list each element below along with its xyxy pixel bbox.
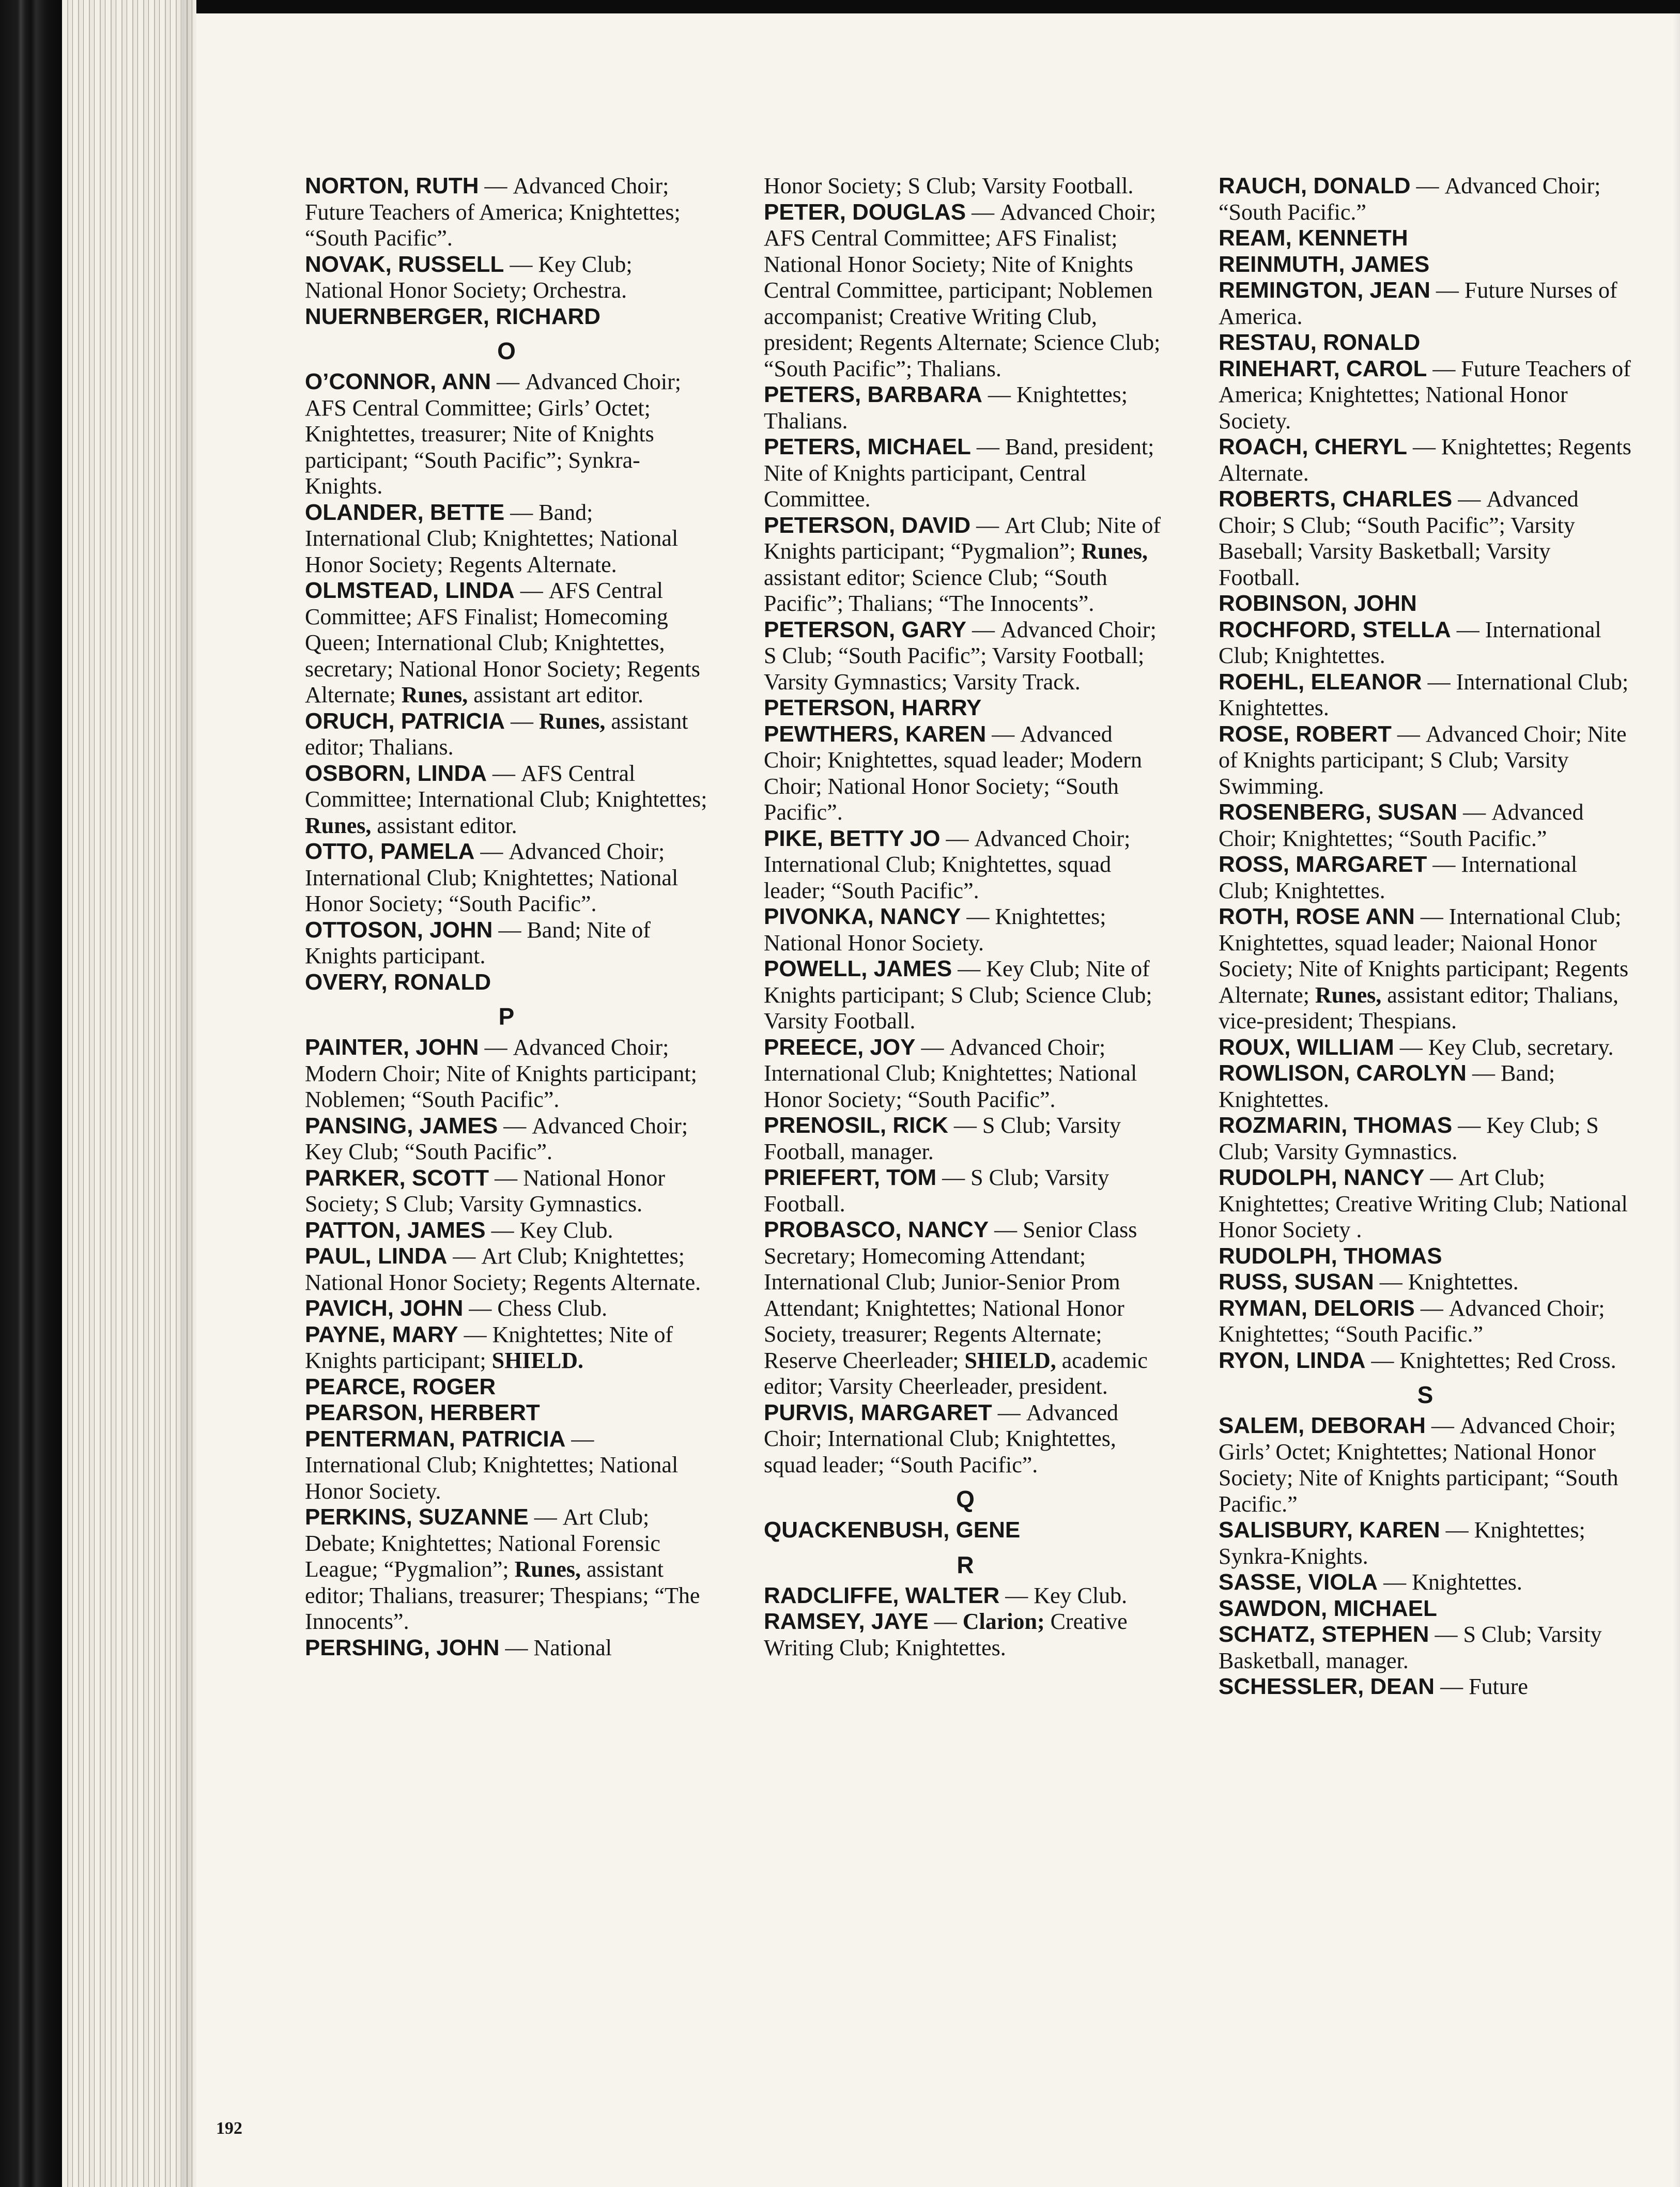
index-entry xyxy=(305,969,708,996)
index-entry xyxy=(305,500,708,578)
student-name: RUSS, SUSAN xyxy=(1219,1269,1374,1295)
student-name: PATTON, JAMES xyxy=(305,1217,486,1243)
entry-dash: — xyxy=(497,369,520,394)
student-name: RYON, LINDA xyxy=(1219,1347,1366,1373)
activities-text: Knightettes. xyxy=(1412,1569,1522,1595)
activities-text: Advanced Choir; Modern Choir; Nite of Knights participant; Noblemen; “South Pacific”. xyxy=(305,1035,697,1112)
entry-dash: — xyxy=(1430,1165,1453,1190)
activities-text: Knightettes; National Honor Society. xyxy=(764,904,1106,956)
student-name: PERSHING, JOHN xyxy=(305,1635,500,1660)
index-entry xyxy=(305,1035,708,1113)
activities-text: Band, president; Nite of Knights participant, Central Committee. xyxy=(764,434,1154,512)
activities-text: Advanced Choir; Nite of Knights participant; S Club; Varsity Swimming. xyxy=(1219,721,1627,799)
page-right-edge xyxy=(1673,13,1680,2187)
entry-dash: — xyxy=(520,578,543,603)
activities-text: AFS Central Committee; International Club; Knightettes; xyxy=(305,760,707,812)
entry-dash: — xyxy=(1379,1269,1402,1295)
student-name: PEARCE, ROGER xyxy=(305,1374,496,1399)
activities-text: National xyxy=(533,1635,612,1660)
student-name: PERKINS, SUZANNE xyxy=(305,1504,529,1530)
activities-text: Chess Club. xyxy=(497,1296,608,1321)
activities-text: Knightettes; Red Cross. xyxy=(1399,1347,1616,1373)
index-entry xyxy=(1219,434,1632,486)
entry-dash: — xyxy=(464,1321,487,1347)
index-entry xyxy=(764,956,1167,1035)
activities-text: Band; International Club; Knightettes; National Honor Society; Regents Alternate. xyxy=(305,499,679,577)
index-entry xyxy=(764,1400,1167,1478)
activities-text: Creative Writing Club; Knightettes. xyxy=(764,1609,1128,1660)
activities-text: Future Teachers of America; Knightettes; National Honor Society. xyxy=(1219,356,1631,434)
student-name: PETERSON, GARY xyxy=(764,617,966,642)
activities-text: Future Nurses of America. xyxy=(1219,278,1617,329)
entry-dash: — xyxy=(1371,1347,1394,1373)
index-entry xyxy=(305,1296,708,1322)
student-name: PEARSON, HERBERT xyxy=(305,1400,540,1425)
index-entry xyxy=(1219,330,1632,356)
activities-text: Knightettes; Nite of Knights participant; xyxy=(305,1321,673,1373)
student-name: ROEHL, ELEANOR xyxy=(1219,669,1422,695)
index-entry xyxy=(305,173,708,252)
entry-dash: — xyxy=(997,1399,1021,1425)
student-name: OSBORN, LINDA xyxy=(305,760,487,786)
section-letter: O xyxy=(497,337,516,364)
activities-text: assistant editor. xyxy=(371,812,517,838)
index-entry xyxy=(1219,852,1632,904)
column-middle xyxy=(764,173,1167,1661)
activities-text: Key Club. xyxy=(519,1217,613,1243)
index-entry xyxy=(305,1218,708,1244)
student-name: PETER, DOUGLAS xyxy=(764,199,966,225)
entry-dash: — xyxy=(1456,617,1479,642)
entry-dash: — xyxy=(1413,434,1436,459)
entry-dash: — xyxy=(510,499,533,525)
activities-text: Knightettes; Thalians. xyxy=(764,382,1128,434)
student-name: QUACKENBUSH, GENE xyxy=(764,1517,1021,1543)
entry-dash: — xyxy=(994,1217,1018,1242)
activities-text: Advanced Choir; International Club; Knightettes, squad leader; “South Pacific”. xyxy=(764,825,1131,903)
student-name: OLANDER, BETTE xyxy=(305,499,505,525)
section-letter: R xyxy=(957,1551,974,1578)
index-entry xyxy=(305,1113,708,1165)
entry-dash: — xyxy=(1427,669,1451,695)
activities-text: Advanced Choir; AFS Central Committee; Girls’ Octet; Knightettes, treasurer; Nite of Knights participant; “South Pacific”; Synkra-Knights. xyxy=(305,369,681,499)
entry-dash: — xyxy=(484,173,507,198)
index-entry xyxy=(1219,617,1632,669)
index-entry xyxy=(305,304,708,330)
entry-dash: — xyxy=(946,825,969,851)
index-entry xyxy=(305,1243,708,1296)
student-name: PAVICH, JOHN xyxy=(305,1296,464,1321)
activities-text: Advanced Choir; International Club; Knightettes, squad leader; “South Pacific”. xyxy=(764,1399,1119,1477)
index-entry xyxy=(1219,904,1632,1035)
entry-dash: — xyxy=(934,1609,957,1634)
student-name: PAUL, LINDA xyxy=(305,1243,448,1269)
student-name: PIVONKA, NANCY xyxy=(764,904,961,929)
entry-dash: — xyxy=(972,617,995,642)
entry-dash: — xyxy=(1397,721,1420,747)
student-name: ROBERTS, CHARLES xyxy=(1219,486,1453,512)
student-name: ROSS, MARGARET xyxy=(1219,852,1427,877)
entry-dash: — xyxy=(1458,1113,1481,1138)
student-name: PETERS, BARBARA xyxy=(764,382,982,407)
activities-text: assistant editor; Thalians. xyxy=(305,708,688,760)
activities-text: Honor Society; S Club; Varsity Football. xyxy=(764,173,1134,198)
activities-text: Advanced Choir; AFS Central Committee; AFS Finalist; National Honor Society; Nite of Knights Central Committee, participant; Noblemen accompanist; Creative Writing Club, president; Regents Alternate; Science Club; “South Pacific”; Thalians. xyxy=(764,199,1161,381)
activities-text: Knightettes; Regents Alternate. xyxy=(1219,434,1631,486)
index-entry xyxy=(305,1504,708,1635)
student-name: REINMUTH, JAMES xyxy=(1219,251,1430,277)
student-name: OVERY, RONALD xyxy=(305,969,491,995)
index-entry xyxy=(305,1426,708,1505)
entry-dash: — xyxy=(966,904,990,929)
activities-text: International Club; Knightettes, squad leader; Naional Honor Society; Nite of Knights participant; Regents Alternate; xyxy=(1219,904,1629,1008)
entry-dash: — xyxy=(453,1243,476,1269)
entry-dash: — xyxy=(1005,1582,1028,1608)
activities-text: Advanced Choir; Key Club; “South Pacific”. xyxy=(305,1113,688,1164)
index-entry xyxy=(1219,1413,1632,1517)
student-name: ROACH, CHERYL xyxy=(1219,434,1408,459)
student-name: PEWTHERS, KAREN xyxy=(764,721,987,747)
entry-dash: — xyxy=(480,839,503,864)
activities-text: Key Club. xyxy=(1034,1582,1128,1608)
index-entry xyxy=(1219,1569,1632,1596)
activities-text: Advanced Choir; International Club; Knightettes; National Honor Society; “South Pacific”. xyxy=(764,1034,1137,1112)
student-name: O’CONNOR, ANN xyxy=(305,369,491,394)
student-name: RAMSEY, JAYE xyxy=(764,1609,929,1634)
student-name: ROZMARIN, THOMAS xyxy=(1219,1113,1453,1138)
index-entry xyxy=(305,1635,708,1661)
entry-dash: — xyxy=(571,1426,594,1452)
index-entry xyxy=(764,826,1167,904)
entry-dash: — xyxy=(1463,799,1486,825)
entry-dash: — xyxy=(1435,1622,1458,1647)
student-name: REMINGTON, JEAN xyxy=(1219,278,1430,303)
student-name: NORTON, RUTH xyxy=(305,173,479,198)
entry-dash: — xyxy=(992,721,1015,747)
index-entry xyxy=(764,617,1167,696)
entry-dash: — xyxy=(495,1165,518,1191)
student-name: PRENOSIL, RICK xyxy=(764,1113,948,1138)
entry-dash: — xyxy=(1472,1060,1495,1086)
entry-dash: — xyxy=(1416,173,1439,198)
student-name: ROUX, WILLIAM xyxy=(1219,1034,1394,1060)
top-edge-rule xyxy=(0,0,1680,13)
entry-dash: — xyxy=(958,956,981,981)
student-name: SCHESSLER, DEAN xyxy=(1219,1674,1435,1699)
activities-text: Senior Class Secretary; Homecoming Attendant; International Club; Junior-Senior Prom Attendant; Knightettes; National Honor Society, treasurer; Regents Alternate; Reserve Cheerleader; xyxy=(764,1217,1137,1373)
entry-dash: — xyxy=(976,434,999,459)
entry-dash: — xyxy=(503,1113,527,1138)
index-entry xyxy=(764,199,1167,382)
index-entry xyxy=(1219,1517,1632,1569)
entry-dash: — xyxy=(1431,1413,1454,1438)
entry-dash: — xyxy=(1445,1517,1469,1543)
student-name: PURVIS, MARGARET xyxy=(764,1399,992,1425)
index-entry xyxy=(1219,1674,1632,1700)
entry-dash: — xyxy=(1420,904,1443,929)
index-entry xyxy=(305,578,708,709)
activities-text: Advanced Choir; Future Teachers of America; Knightettes; “South Pacific”. xyxy=(305,173,681,251)
activities-text: Band; Knightettes. xyxy=(1219,1060,1555,1112)
activities-text: Future xyxy=(1469,1674,1528,1699)
index-entry xyxy=(305,1322,708,1374)
index-entry xyxy=(1219,591,1632,617)
index-entry xyxy=(764,1035,1167,1113)
publication-name: Runes, xyxy=(514,1557,581,1582)
book-spine xyxy=(0,0,62,2187)
index-entry xyxy=(1219,1060,1632,1113)
column-left xyxy=(305,173,708,1661)
activities-text: assistant editor; Thalians, treasurer; Thespians; “The Innocents”. xyxy=(305,1557,700,1634)
student-name: NOVAK, RUSSELL xyxy=(305,251,504,277)
activities-text: Key Club; Nite of Knights participant; S Club; Science Club; Varsity Football. xyxy=(764,956,1152,1034)
student-name: PARKER, SCOTT xyxy=(305,1165,489,1191)
student-name: ORUCH, PATRICIA xyxy=(305,708,505,734)
activities-text: S Club; Varsity Football, manager. xyxy=(764,1113,1121,1164)
index-entry xyxy=(1219,1035,1632,1061)
entry-dash: — xyxy=(1383,1569,1407,1595)
entry-dash: — xyxy=(491,1217,514,1243)
activities-text: Knightettes. xyxy=(1408,1269,1519,1295)
student-name: SCHATZ, STEPHEN xyxy=(1219,1622,1429,1647)
activities-text: Key Club; National Honor Society; Orchestra. xyxy=(305,251,633,303)
index-entry xyxy=(1219,278,1632,330)
entry-dash: — xyxy=(1399,1034,1423,1060)
activities-text: S Club; Varsity Basketball, manager. xyxy=(1219,1622,1602,1673)
student-name: RESTAU, RONALD xyxy=(1219,330,1421,355)
publication-name: Runes, xyxy=(539,708,606,734)
activities-text: Knightettes; Synkra-Knights. xyxy=(1219,1517,1585,1569)
entry-dash: — xyxy=(976,512,999,538)
entry-dash: — xyxy=(510,251,533,277)
index-entry xyxy=(764,513,1167,617)
activities-text: AFS Central Committee; AFS Finalist; Homecoming Queen; International Club; Knightettes, secretary; National Honor Society; Regents Alternate; xyxy=(305,578,700,707)
index-entry xyxy=(764,382,1167,434)
entry-dash: — xyxy=(1440,1674,1463,1699)
index-entry xyxy=(764,1113,1167,1165)
index-entry xyxy=(1219,1243,1632,1270)
activities-text: International Club; Knightettes. xyxy=(1219,617,1601,668)
student-name: RINEHART, CAROL xyxy=(1219,356,1427,381)
student-name: ROSE, ROBERT xyxy=(1219,721,1392,747)
activities-text: International Club; Knightettes. xyxy=(1219,669,1629,720)
index-entry xyxy=(764,1165,1167,1217)
student-name: ROTH, ROSE ANN xyxy=(1219,904,1415,929)
publication-name: Runes, xyxy=(401,682,468,707)
student-name: PAYNE, MARY xyxy=(305,1321,458,1347)
activities-text: Art Club; Nite of Knights participant; “Pygmalion”; xyxy=(764,512,1161,564)
student-name: SALISBURY, KAREN xyxy=(1219,1517,1440,1543)
activities-text: Advanced Choir; International Club; Knightettes; National Honor Society; “South Pacific”. xyxy=(305,839,679,916)
column-right xyxy=(1219,173,1632,1700)
entry-dash: — xyxy=(942,1165,965,1190)
student-name: RADCLIFFE, WALTER xyxy=(764,1582,1000,1608)
index-entry xyxy=(1219,1113,1632,1165)
index-entry xyxy=(764,721,1167,826)
student-name: REAM, KENNETH xyxy=(1219,225,1408,251)
activities-text: International Club; Knightettes. xyxy=(1219,852,1578,903)
index-entry xyxy=(764,1583,1167,1609)
activities-text: Advanced Choir; “South Pacific.” xyxy=(1219,173,1601,225)
index-entry xyxy=(764,695,1167,721)
activities-text: Advanced Choir; Girls’ Octet; Knightettes; National Honor Society; Nite of Knights participant; “South Pacific.” xyxy=(1219,1413,1619,1517)
activities-text: assistant editor; Thalians, vice-president; Thespians. xyxy=(1219,982,1619,1034)
index-entry xyxy=(305,252,708,304)
activities-text: Key Club; S Club; Varsity Gymnastics. xyxy=(1219,1113,1599,1164)
activities-text: Advanced Choir; S Club; “South Pacific”; Varsity Baseball; Varsity Basketball; Varsity Football. xyxy=(1219,486,1579,590)
index-entry xyxy=(305,369,708,500)
entry-dash: — xyxy=(1432,356,1456,381)
index-entry xyxy=(1219,486,1632,591)
activities-text: Advanced Choir; S Club; “South Pacific”; Varsity Football; Varsity Gymnastics; Varsity Track. xyxy=(764,617,1157,695)
index-entry xyxy=(1219,799,1632,852)
index-entry xyxy=(1219,669,1632,721)
activities-text: S Club; Varsity Football. xyxy=(764,1165,1109,1216)
entry-dash: — xyxy=(953,1113,977,1138)
student-name: PETERSON, DAVID xyxy=(764,512,971,538)
entry-dash: — xyxy=(1432,852,1456,877)
index-entry xyxy=(1219,1269,1632,1296)
activities-text: assistant art editor. xyxy=(468,682,644,707)
index-entry xyxy=(764,904,1167,956)
activities-text: International Club; Knightettes; National Honor Society. xyxy=(305,1452,679,1504)
entry-continuation xyxy=(764,173,1167,199)
index-entry xyxy=(1219,1596,1632,1622)
activities-text: Advanced Choir; Knightettes, squad leader; Modern Choir; National Honor Society; “South Pacific”. xyxy=(764,721,1142,825)
entry-dash: — xyxy=(469,1296,492,1321)
index-entry xyxy=(305,917,708,969)
student-name: ROBINSON, JOHN xyxy=(1219,591,1417,616)
student-name: SASSE, VIOLA xyxy=(1219,1569,1378,1595)
index-entry xyxy=(1219,225,1632,252)
index-entry xyxy=(305,1165,708,1218)
publication-name: SHIELD, xyxy=(964,1347,1056,1373)
section-letter: P xyxy=(498,1003,515,1030)
section-letter: Q xyxy=(956,1486,975,1513)
index-entry xyxy=(305,709,708,761)
student-name: RAUCH, DONALD xyxy=(1219,173,1411,198)
index-entry xyxy=(1219,173,1632,225)
student-name: PAINTER, JOHN xyxy=(305,1035,479,1060)
activities-text: Art Club; Knightettes; National Honor Society; Regents Alternate. xyxy=(305,1243,701,1295)
section-letter: S xyxy=(1417,1381,1434,1408)
student-name: PANSING, JAMES xyxy=(305,1113,498,1138)
page-number: 192 xyxy=(216,2119,242,2138)
index-entry xyxy=(1219,252,1632,278)
index-entry xyxy=(764,1217,1167,1400)
student-name: ROWLISON, CAROLYN xyxy=(1219,1060,1467,1086)
entry-dash: — xyxy=(498,917,521,943)
student-name: SAWDON, MICHAEL xyxy=(1219,1595,1437,1621)
student-name: PROBASCO, NANCY xyxy=(764,1217,989,1242)
publication-name: Runes, xyxy=(305,812,372,838)
student-name: RYMAN, DELORIS xyxy=(1219,1295,1415,1321)
student-name: RUDOLPH, NANCY xyxy=(1219,1165,1425,1190)
index-entry xyxy=(1219,1296,1632,1348)
student-name: RUDOLPH, THOMAS xyxy=(1219,1243,1442,1269)
student-name: ROSENBERG, SUSAN xyxy=(1219,799,1458,825)
student-name: SALEM, DEBORAH xyxy=(1219,1413,1426,1438)
student-name: OTTO, PAMELA xyxy=(305,839,475,864)
student-name: PETERSON, HARRY xyxy=(764,695,982,720)
student-name: PETERS, MICHAEL xyxy=(764,434,971,459)
index-entry xyxy=(1219,1348,1632,1374)
index-entry xyxy=(1219,1622,1632,1674)
index-entry xyxy=(305,839,708,917)
entry-dash: — xyxy=(988,382,1011,407)
publication-name: Runes, xyxy=(1315,982,1382,1008)
index-entry xyxy=(764,1517,1167,1544)
entry-dash: — xyxy=(511,708,534,734)
publication-name: Clarion; xyxy=(962,1609,1045,1634)
index-entry xyxy=(305,1374,708,1400)
student-name: POWELL, JAMES xyxy=(764,956,952,981)
activities-text: National Honor Society; S Club; Varsity Gymnastics. xyxy=(305,1165,666,1216)
index-entry xyxy=(305,1400,708,1426)
activities-text: Advanced Choir; Knightettes; “South Pacific.” xyxy=(1219,1295,1605,1347)
student-name: PIKE, BETTY JO xyxy=(764,825,941,851)
entry-dash: — xyxy=(921,1034,944,1060)
index-entry xyxy=(1219,356,1632,435)
index-entry xyxy=(764,434,1167,513)
entry-dash: — xyxy=(1458,486,1481,512)
entry-dash: — xyxy=(1436,278,1459,303)
activities-text: assistant editor; Science Club; “South Pacific”; Thalians; “The Innocents”. xyxy=(764,564,1107,616)
activities-text: Key Club, secretary. xyxy=(1428,1034,1614,1060)
activities-text: Band; Nite of Knights participant. xyxy=(305,917,651,968)
index-entry xyxy=(1219,1165,1632,1243)
activities-text: Advanced Choir; Knightettes; “South Pacific.” xyxy=(1219,799,1584,851)
activities-text: academic editor; Varsity Cheerleader, president. xyxy=(764,1347,1148,1399)
student-name: PENTERMAN, PATRICIA xyxy=(305,1426,566,1452)
entry-dash: — xyxy=(484,1035,507,1060)
student-name: PRIEFERT, TOM xyxy=(764,1165,937,1190)
entry-dash: — xyxy=(534,1504,557,1530)
publication-name: SHIELD. xyxy=(491,1348,584,1373)
entry-dash: — xyxy=(505,1635,528,1660)
student-name: PREECE, JOY xyxy=(764,1034,916,1060)
entry-dash: — xyxy=(972,199,995,225)
publication-name: Runes, xyxy=(1081,538,1148,564)
student-name: ROCHFORD, STELLA xyxy=(1219,617,1451,642)
student-name: OTTOSON, JOHN xyxy=(305,917,493,943)
index-entry xyxy=(305,761,708,839)
entry-dash: — xyxy=(1420,1295,1443,1321)
index-entry xyxy=(764,1609,1167,1661)
entry-dash: — xyxy=(492,760,515,786)
activities-text: Art Club; Debate; Knightettes; National Forensic League; “Pygmalion”; xyxy=(305,1504,660,1582)
activities-text: Art Club; Knightettes; Creative Writing Club; National Honor Society . xyxy=(1219,1165,1628,1242)
student-name: NUERNBERGER, RICHARD xyxy=(305,303,601,329)
index-entry xyxy=(1219,721,1632,800)
page-edges xyxy=(62,0,196,2187)
student-name: OLMSTEAD, LINDA xyxy=(305,578,515,603)
